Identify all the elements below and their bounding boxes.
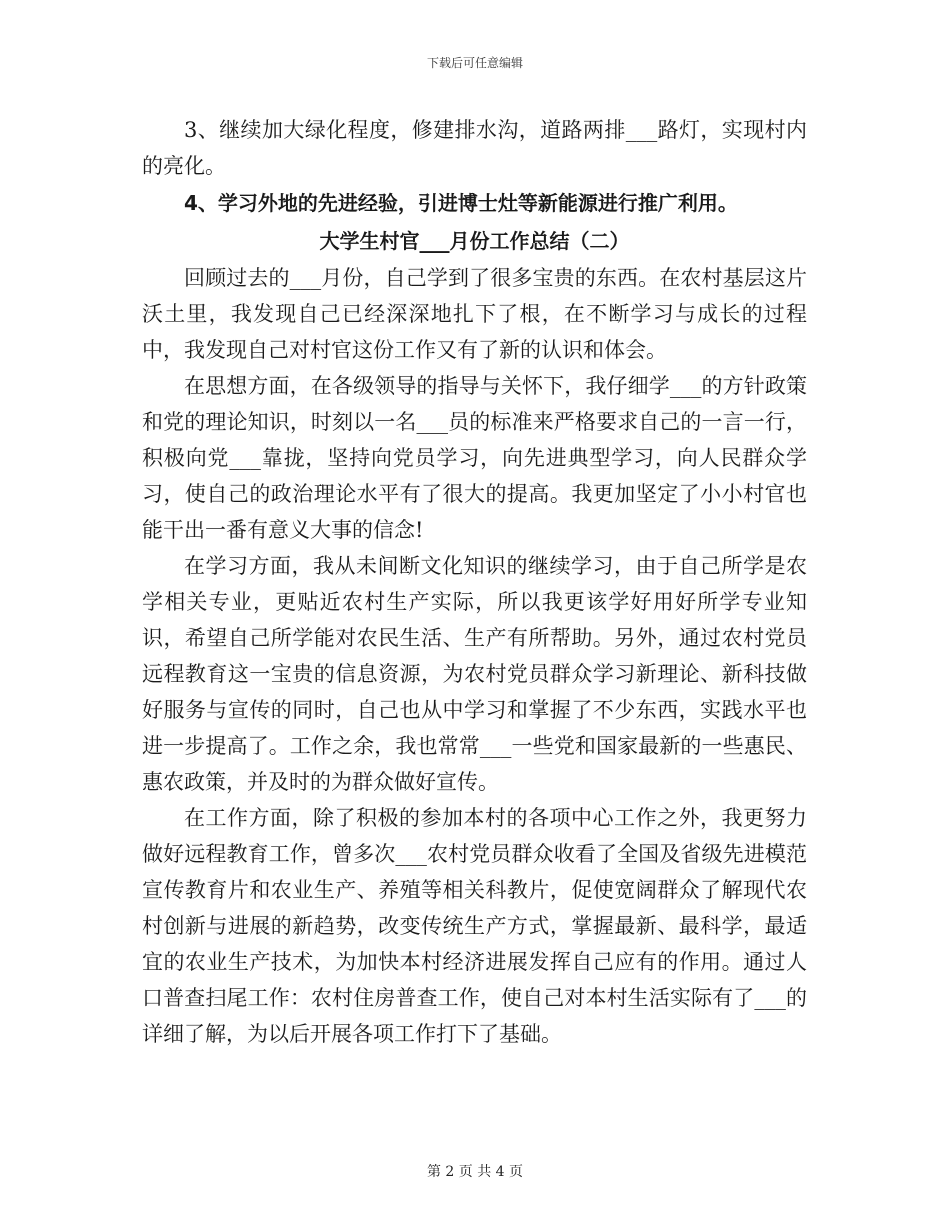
paragraph-work: 在工作方面，除了积极的参加本村的各项中心工作之外，我更努力做好远程教育工作，曾多次___农村党员群众收看了全国及省级先进模范宣传教育片和农业生产、养殖等相关科教片，促使宽阔群众了解现代农村创新与进展的新趋势，改变传统生产方式，掌握最新、最科学，最适宜的农业生产技术，为加快本村经济进展发挥自己应有的作用。通过人口普查扫尾工作：农村住房普查工作，使自己对本村生活实际有了___的详细了解，为以后开展各项工作打下了基础。 bbox=[142, 806, 807, 1046]
paragraph-study: 在学习方面，我从未间断文化知识的继续学习，由于自己所学是农学相关专业，更贴近农村生产实际，所以我更该学好用好所学专业知识，希望自己所学能对农民生活、生产有所帮助。另外，通过农村党员远程教育这一宝贵的信息资源，为农村党员群众学习新理论、新科技做好服务与宣传的同时，自己也从中学习和掌握了不少东西，实践水平也进一步提高了。工作之余，我也常常___一些党和国家最新的一些惠民、惠农政策，并及时的为群众做好宣传。 bbox=[142, 554, 807, 794]
page-header: 下载后可任意编辑 bbox=[426, 56, 523, 70]
document-body bbox=[142, 112, 807, 1052]
list-item-3: 3、继续加大绿化程度，修建排水沟，道路两排___路灯，实现村内的亮化。 bbox=[142, 118, 807, 178]
page-number: 第 2 页 共 4 页 bbox=[426, 1164, 524, 1180]
paragraph-thought: 在思想方面，在各级领导的指导与关怀下，我仔细学___的方针政策和党的理论知识，时刻以一名___员的标准来严格要求自己的一言一行，积极向党___靠拢，坚持向党员学习，向先进典型学习，向人民群众学习，使自己的政治理论水平有了很大的提高。我更加坚定了小小村官也能干出一番有意义大事的信念! bbox=[142, 374, 807, 542]
list-item-4: 4、学习外地的先进经验，引进博士灶等新能源进行推广利用。 bbox=[184, 191, 738, 215]
paragraph-review: 回顾过去的___月份，自己学到了很多宝贵的东西。在农村基层这片沃土里，我发现自己已经深深地扎下了根，在不断学习与成长的过程中，我发现自己对村官这份工作又有了新的认识和体会。 bbox=[142, 266, 807, 362]
section-title: 大学生村官___月份工作总结（二） bbox=[319, 229, 630, 253]
